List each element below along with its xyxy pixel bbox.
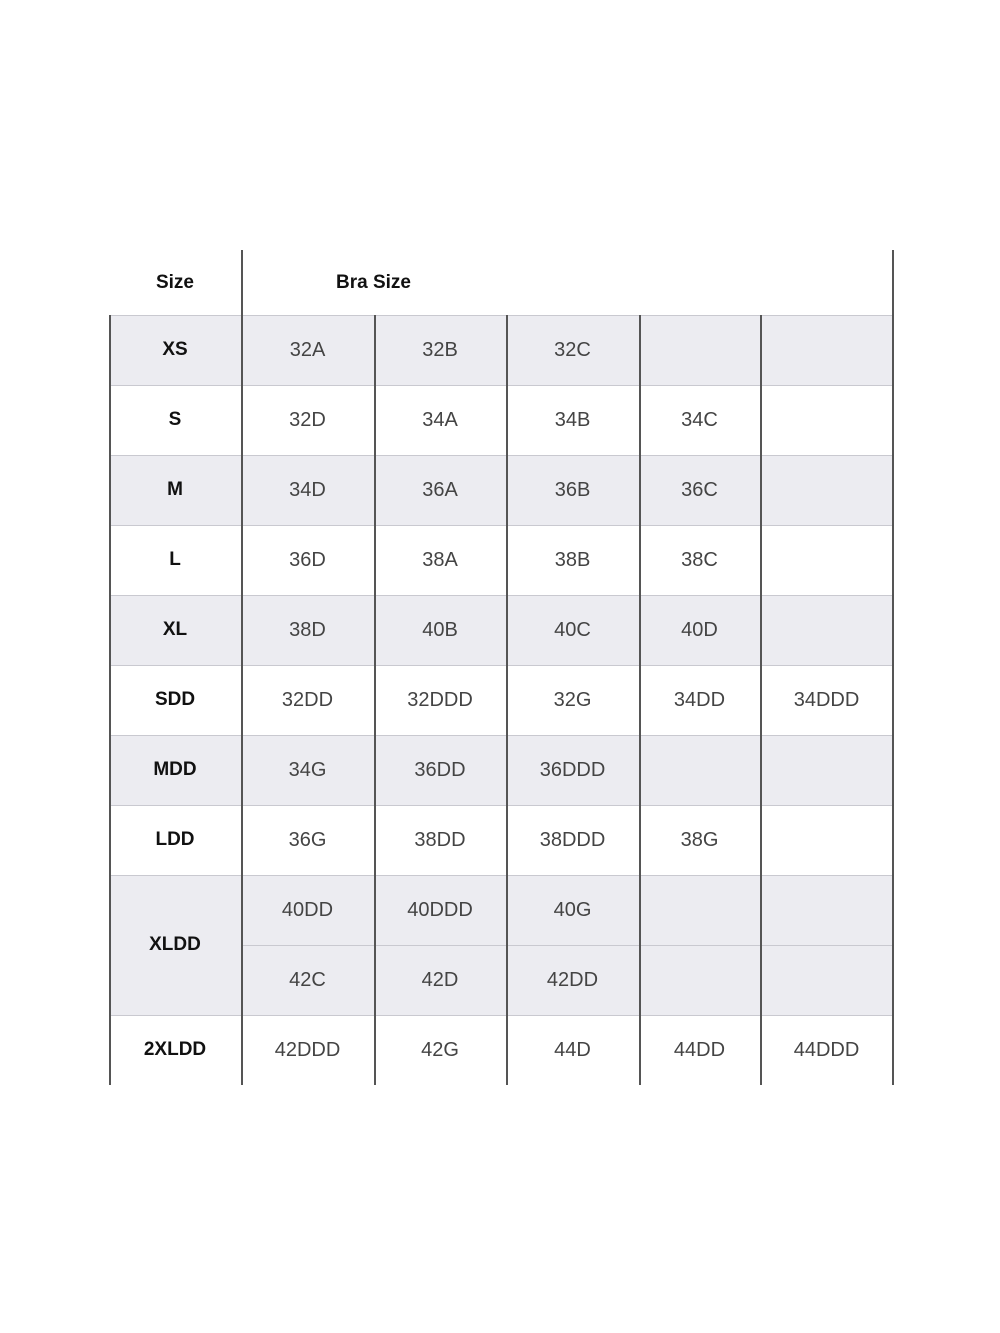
column-divider	[506, 315, 508, 1085]
bra-size-cell: 38DD	[414, 828, 466, 851]
bra-size-cell	[639, 875, 760, 945]
bra-size-cell	[760, 735, 893, 805]
bra-size-cell: 42DDD	[274, 1038, 341, 1061]
bra-size-cell	[760, 525, 893, 595]
bra-size-cell: 38G	[680, 828, 719, 851]
bra-size-cell: 36DDD	[506, 735, 639, 805]
bra-size-cell: 42DD	[506, 945, 639, 1015]
bra-size-cell: 42C	[241, 945, 374, 1015]
bra-size-cell	[760, 455, 893, 525]
row-divider	[109, 735, 893, 736]
bra-size-cell	[760, 805, 893, 875]
bra-size-cell: 38D	[241, 595, 374, 665]
row-divider	[109, 525, 893, 526]
bra-size-cell: 40DD	[241, 875, 374, 945]
size-cell: L	[169, 549, 181, 570]
size-cell: MDD	[109, 735, 241, 805]
bra-size-cell	[639, 735, 760, 805]
bra-size-cell: 40G	[506, 875, 639, 945]
bra-size-cell: 40C	[506, 595, 639, 665]
column-divider	[241, 250, 243, 1085]
size-cell: XS	[109, 315, 241, 385]
size-cell: XL	[109, 595, 241, 665]
row-divider	[109, 385, 893, 386]
column-divider	[892, 250, 894, 1085]
bra-size-cell: 34B	[554, 408, 591, 431]
bra-size-cell: 34C	[681, 408, 718, 431]
row-divider	[241, 945, 893, 946]
row-divider	[109, 805, 893, 806]
bra-size-cell	[760, 385, 893, 455]
bra-size-cell	[760, 315, 893, 385]
bra-size-cell: 32D	[289, 408, 326, 431]
bra-size-cell: 32C	[506, 315, 639, 385]
bra-size-cell: 44DDD	[793, 1038, 860, 1061]
size-cell: S	[168, 409, 182, 430]
bra-size-chart	[109, 250, 893, 1081]
column-divider	[760, 315, 762, 1085]
bra-size-cell: 36DD	[374, 735, 506, 805]
row-divider	[109, 1015, 893, 1016]
bra-size-cell: 40D	[639, 595, 760, 665]
row-divider	[109, 875, 893, 876]
bra-size-cell: 40DDD	[374, 875, 506, 945]
bra-size-cell: 38C	[681, 548, 718, 571]
column-divider	[639, 315, 641, 1085]
column-divider	[374, 315, 376, 1085]
bra-size-cell: 36A	[374, 455, 506, 525]
bra-size-cell: 32A	[241, 315, 374, 385]
bra-size-cell: 36B	[506, 455, 639, 525]
bra-size-cell: 42G	[421, 1038, 459, 1061]
bra-size-cell: 44D	[554, 1038, 591, 1061]
bra-size-cell: 42D	[374, 945, 506, 1015]
bra-size-cell: 32G	[553, 688, 592, 711]
bra-size-cell	[639, 315, 760, 385]
column-divider	[109, 315, 111, 1085]
bra-size-cell	[760, 595, 893, 665]
size-cell: 2XLDD	[143, 1039, 207, 1060]
header-size: Size	[155, 271, 195, 293]
bra-size-cell: 34A	[422, 408, 458, 431]
row-divider	[109, 455, 893, 456]
bra-size-cell: 34G	[241, 735, 374, 805]
row-divider	[109, 665, 893, 666]
bra-size-cell: 32DDD	[407, 688, 473, 711]
bra-size-cell: 32DD	[281, 688, 334, 711]
bra-size-cell: 36C	[639, 455, 760, 525]
bra-size-cell: 38DDD	[539, 828, 606, 851]
bra-size-cell: 38B	[554, 548, 591, 571]
size-cell: XLDD	[109, 875, 241, 1015]
row-divider	[109, 315, 893, 316]
bra-size-cell: 34D	[241, 455, 374, 525]
bra-size-cell	[760, 875, 893, 945]
bra-size-cell: 34DD	[673, 688, 726, 711]
bra-size-cell	[760, 945, 893, 1015]
header-bra-size: Bra Size	[336, 271, 411, 293]
size-cell: LDD	[155, 829, 195, 850]
bra-size-cell: 32B	[374, 315, 506, 385]
bra-size-cell	[639, 945, 760, 1015]
size-cell: SDD	[154, 689, 196, 710]
row-divider	[109, 595, 893, 596]
bra-size-cell: 36G	[288, 828, 327, 851]
bra-size-cell: 38A	[422, 548, 458, 571]
size-cell: M	[109, 455, 241, 525]
bra-size-cell: 40B	[374, 595, 506, 665]
bra-size-cell: 36D	[289, 548, 326, 571]
bra-size-cell: 34DDD	[793, 688, 860, 711]
bra-size-cell: 44DD	[673, 1038, 726, 1061]
